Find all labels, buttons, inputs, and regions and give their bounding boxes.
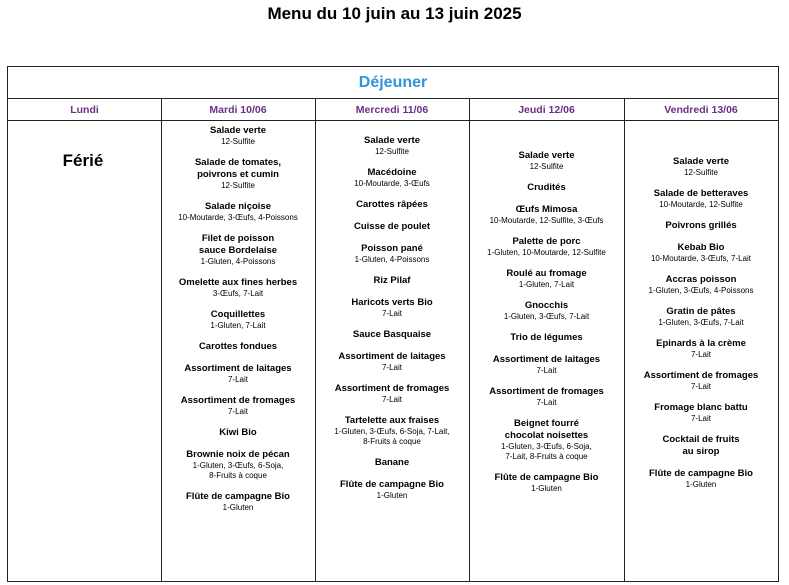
dish-name: Salade verte — [210, 125, 266, 136]
dish-name: Beignet fourré chocolat noisettes — [504, 418, 589, 441]
allergen-note: 10-Moutarde, 3-Œufs, 4-Poissons — [178, 213, 298, 222]
dish-name: Trio de légumes — [510, 332, 583, 343]
allergen-note: 1-Gluten, 3-Œufs, 6-Soja, 7-Lait, 8-Fruits à coque — [334, 427, 450, 446]
dish-name: Coquillettes — [210, 309, 266, 320]
friday-menu-column — [624, 121, 778, 500]
menu-item — [179, 277, 297, 299]
menu-item — [353, 329, 431, 341]
menu-item — [355, 243, 430, 265]
dish-name: Roulé au fromage — [506, 268, 587, 279]
monday-holiday-label: Férié — [62, 151, 104, 170]
menu-item — [340, 479, 444, 501]
menu-item — [184, 363, 291, 385]
allergen-note: 7-Lait — [690, 382, 711, 391]
allergen-note: 7-Lait — [690, 414, 711, 423]
menu-item — [334, 415, 449, 447]
allergen-note: 1-Gluten — [222, 503, 254, 512]
allergen-note: 1-Gluten, 3-Œufs, 4-Poissons — [648, 286, 754, 295]
menu-item — [335, 383, 450, 405]
menu-item — [506, 268, 586, 290]
dish-name: Salade verte — [364, 135, 420, 146]
allergen-note: 1-Gluten — [685, 480, 717, 489]
allergen-note: 12-Sulfite — [375, 147, 409, 156]
dish-name: Carottes râpées — [356, 199, 428, 210]
dish-name: Epinards à la crème — [656, 338, 746, 349]
tuesday-menu-column — [161, 121, 315, 523]
menu-item — [673, 156, 729, 178]
wednesday-menu-column — [315, 121, 469, 511]
dish-name: Tartelette aux fraises — [344, 415, 440, 426]
day-header-wednesday: Mercredi 11/06 — [355, 104, 429, 116]
menu-item — [519, 150, 575, 172]
dish-name: Gnocchis — [524, 300, 569, 311]
dish-name: Riz Pilaf — [373, 275, 411, 286]
allergen-note: 1-Gluten — [531, 484, 562, 493]
dish-name: Assortiment de laitages — [338, 351, 446, 362]
allergen-note: 12-Sulfite — [221, 181, 255, 190]
allergen-note: 7-Lait — [536, 366, 557, 375]
dish-name: Assortiment de fromages — [489, 386, 604, 397]
allergen-note: 7-Lait — [536, 398, 557, 407]
dish-name: Crudités — [527, 182, 566, 193]
dish-name: Macédoine — [367, 167, 417, 178]
menu-item — [338, 351, 445, 373]
menu-item — [374, 275, 411, 287]
allergen-note: 7-Lait — [381, 363, 402, 372]
menu-item — [178, 201, 298, 223]
thursday-menu-column — [469, 121, 624, 504]
dish-name: Filet de poisson sauce Bordelaise — [198, 233, 278, 256]
allergen-note: 1-Gluten, 7-Lait — [518, 280, 575, 289]
dish-name: Palette de porc — [512, 236, 581, 247]
menu-item — [490, 204, 604, 226]
menu-item — [195, 157, 281, 191]
dish-name: Flûte de campagne Bio — [494, 472, 599, 483]
allergen-note: 1-Gluten, 3-Œufs, 6-Soja, 8-Fruits à coque — [192, 461, 284, 480]
allergen-note: 7-Lait — [690, 350, 711, 359]
allergen-note: 12-Sulfite — [529, 162, 564, 171]
dish-name: Kiwi Bio — [219, 427, 257, 438]
dish-name: Omelette aux fines herbes — [178, 277, 298, 288]
menu-item — [210, 125, 266, 147]
menu-item — [649, 274, 754, 296]
allergen-note: 1-Gluten, 4-Poissons — [200, 257, 276, 266]
allergen-note: 7-Lait — [227, 375, 248, 384]
allergen-note: 10-Moutarde, 12-Sulfite — [659, 200, 743, 209]
menu-item — [186, 491, 290, 513]
allergen-note: 1-Gluten, 10-Moutarde, 12-Sulfite — [487, 248, 606, 257]
dish-name: Flûte de campagne Bio — [649, 468, 753, 479]
allergen-note: 10-Moutarde, 3-Œufs — [354, 179, 430, 188]
dish-name: Salade niçoise — [204, 201, 271, 212]
allergen-note: 3-Œufs, 7-Lait — [212, 289, 264, 298]
menu-item — [375, 457, 409, 469]
meal-header: Déjeuner — [8, 67, 778, 99]
allergen-note: 7-Lait — [227, 407, 248, 416]
day-header-monday: Lundi — [70, 104, 99, 116]
menu-item — [219, 427, 256, 439]
menu-item — [501, 418, 592, 462]
menu-item — [487, 236, 606, 258]
menu-item — [181, 395, 296, 417]
page-title: Menu du 10 juin au 13 juin 2025 — [267, 4, 522, 23]
dish-name: Assortiment de fromages — [180, 395, 296, 406]
day-header-friday: Vendredi 13/06 — [664, 104, 738, 116]
menu-item — [510, 332, 582, 344]
menu-item — [356, 199, 428, 211]
menu-item — [186, 449, 289, 481]
dish-name: Sauce Basquaise — [352, 329, 432, 340]
allergen-note: 12-Sulfite — [221, 137, 255, 146]
menu-item — [199, 233, 277, 267]
dish-name: Salade de betteraves — [653, 188, 749, 199]
menu-item — [654, 402, 747, 424]
dish-name: Salade de tomates, poivrons et cumin — [194, 157, 282, 180]
day-header-tuesday: Mardi 10/06 — [209, 104, 267, 116]
menu-item — [658, 306, 743, 328]
menu-item — [665, 220, 736, 232]
dish-name: Poivrons grillés — [665, 220, 737, 231]
dish-name: Salade verte — [518, 150, 575, 161]
menu-item — [662, 434, 739, 458]
day-header-thursday: Jeudi 12/06 — [518, 104, 575, 116]
menu-item — [649, 468, 753, 490]
menu-item — [199, 341, 277, 353]
dish-name: Assortiment de laitages — [492, 354, 601, 365]
dish-name: Gratin de pâtes — [666, 306, 736, 317]
menu-item — [656, 338, 746, 360]
dish-name: Assortiment de fromages — [334, 383, 450, 394]
menu-item — [493, 354, 600, 376]
menu-item — [644, 370, 759, 392]
dish-name: Flûte de campagne Bio — [340, 479, 444, 490]
allergen-note: 7-Lait — [381, 309, 402, 318]
allergen-note: 10-Moutarde, 12-Sulfite, 3-Œufs — [489, 216, 604, 225]
dish-name: Brownie noix de pécan — [186, 449, 290, 460]
allergen-note: 10-Moutarde, 3-Œufs, 7-Lait — [650, 254, 752, 263]
dish-name: Accras poisson — [665, 274, 737, 285]
allergen-note: 1-Gluten — [376, 491, 408, 500]
menu-item — [504, 300, 589, 322]
allergen-note: 1-Gluten, 3-Œufs, 7-Lait — [658, 318, 744, 327]
dish-name: Banane — [374, 457, 410, 468]
menu-item — [354, 167, 430, 189]
dish-name: Poisson pané — [361, 243, 423, 254]
dish-name: Kebab Bio — [677, 242, 725, 253]
menu-item — [354, 221, 430, 233]
allergen-note: 1-Gluten, 3-Œufs, 6-Soja, 7-Lait, 8-Fruits à coque — [501, 442, 592, 461]
allergen-note: 7-Lait — [381, 395, 402, 404]
menu-item — [495, 472, 599, 494]
dish-name: Cocktail de fruits au sirop — [662, 434, 740, 457]
menu-item — [651, 242, 751, 264]
menu-item — [364, 135, 420, 157]
allergen-note: 1-Gluten, 4-Poissons — [354, 255, 430, 264]
menu-table — [7, 66, 779, 582]
day-header-row — [8, 99, 778, 121]
dish-name: Assortiment de fromages — [643, 370, 759, 381]
allergen-note: 12-Sulfite — [684, 168, 718, 177]
allergen-note: 1-Gluten, 7-Lait — [210, 321, 266, 330]
allergen-note: 1-Gluten, 3-Œufs, 7-Lait — [503, 312, 590, 321]
menu-item — [527, 182, 566, 194]
menu-item — [351, 297, 432, 319]
menu-item — [210, 309, 265, 331]
dish-name: Œufs Mimosa — [515, 204, 578, 215]
dish-name: Fromage blanc battu — [654, 402, 748, 413]
dish-name: Cuisse de poulet — [353, 221, 430, 232]
menu-item — [489, 386, 604, 408]
dish-name: Assortiment de laitages — [184, 363, 292, 374]
dish-name: Flûte de campagne Bio — [186, 491, 290, 502]
dish-name: Carottes fondues — [198, 341, 278, 352]
dish-name: Haricots verts Bio — [351, 297, 433, 308]
menu-item — [654, 188, 749, 210]
dish-name: Salade verte — [673, 156, 729, 167]
